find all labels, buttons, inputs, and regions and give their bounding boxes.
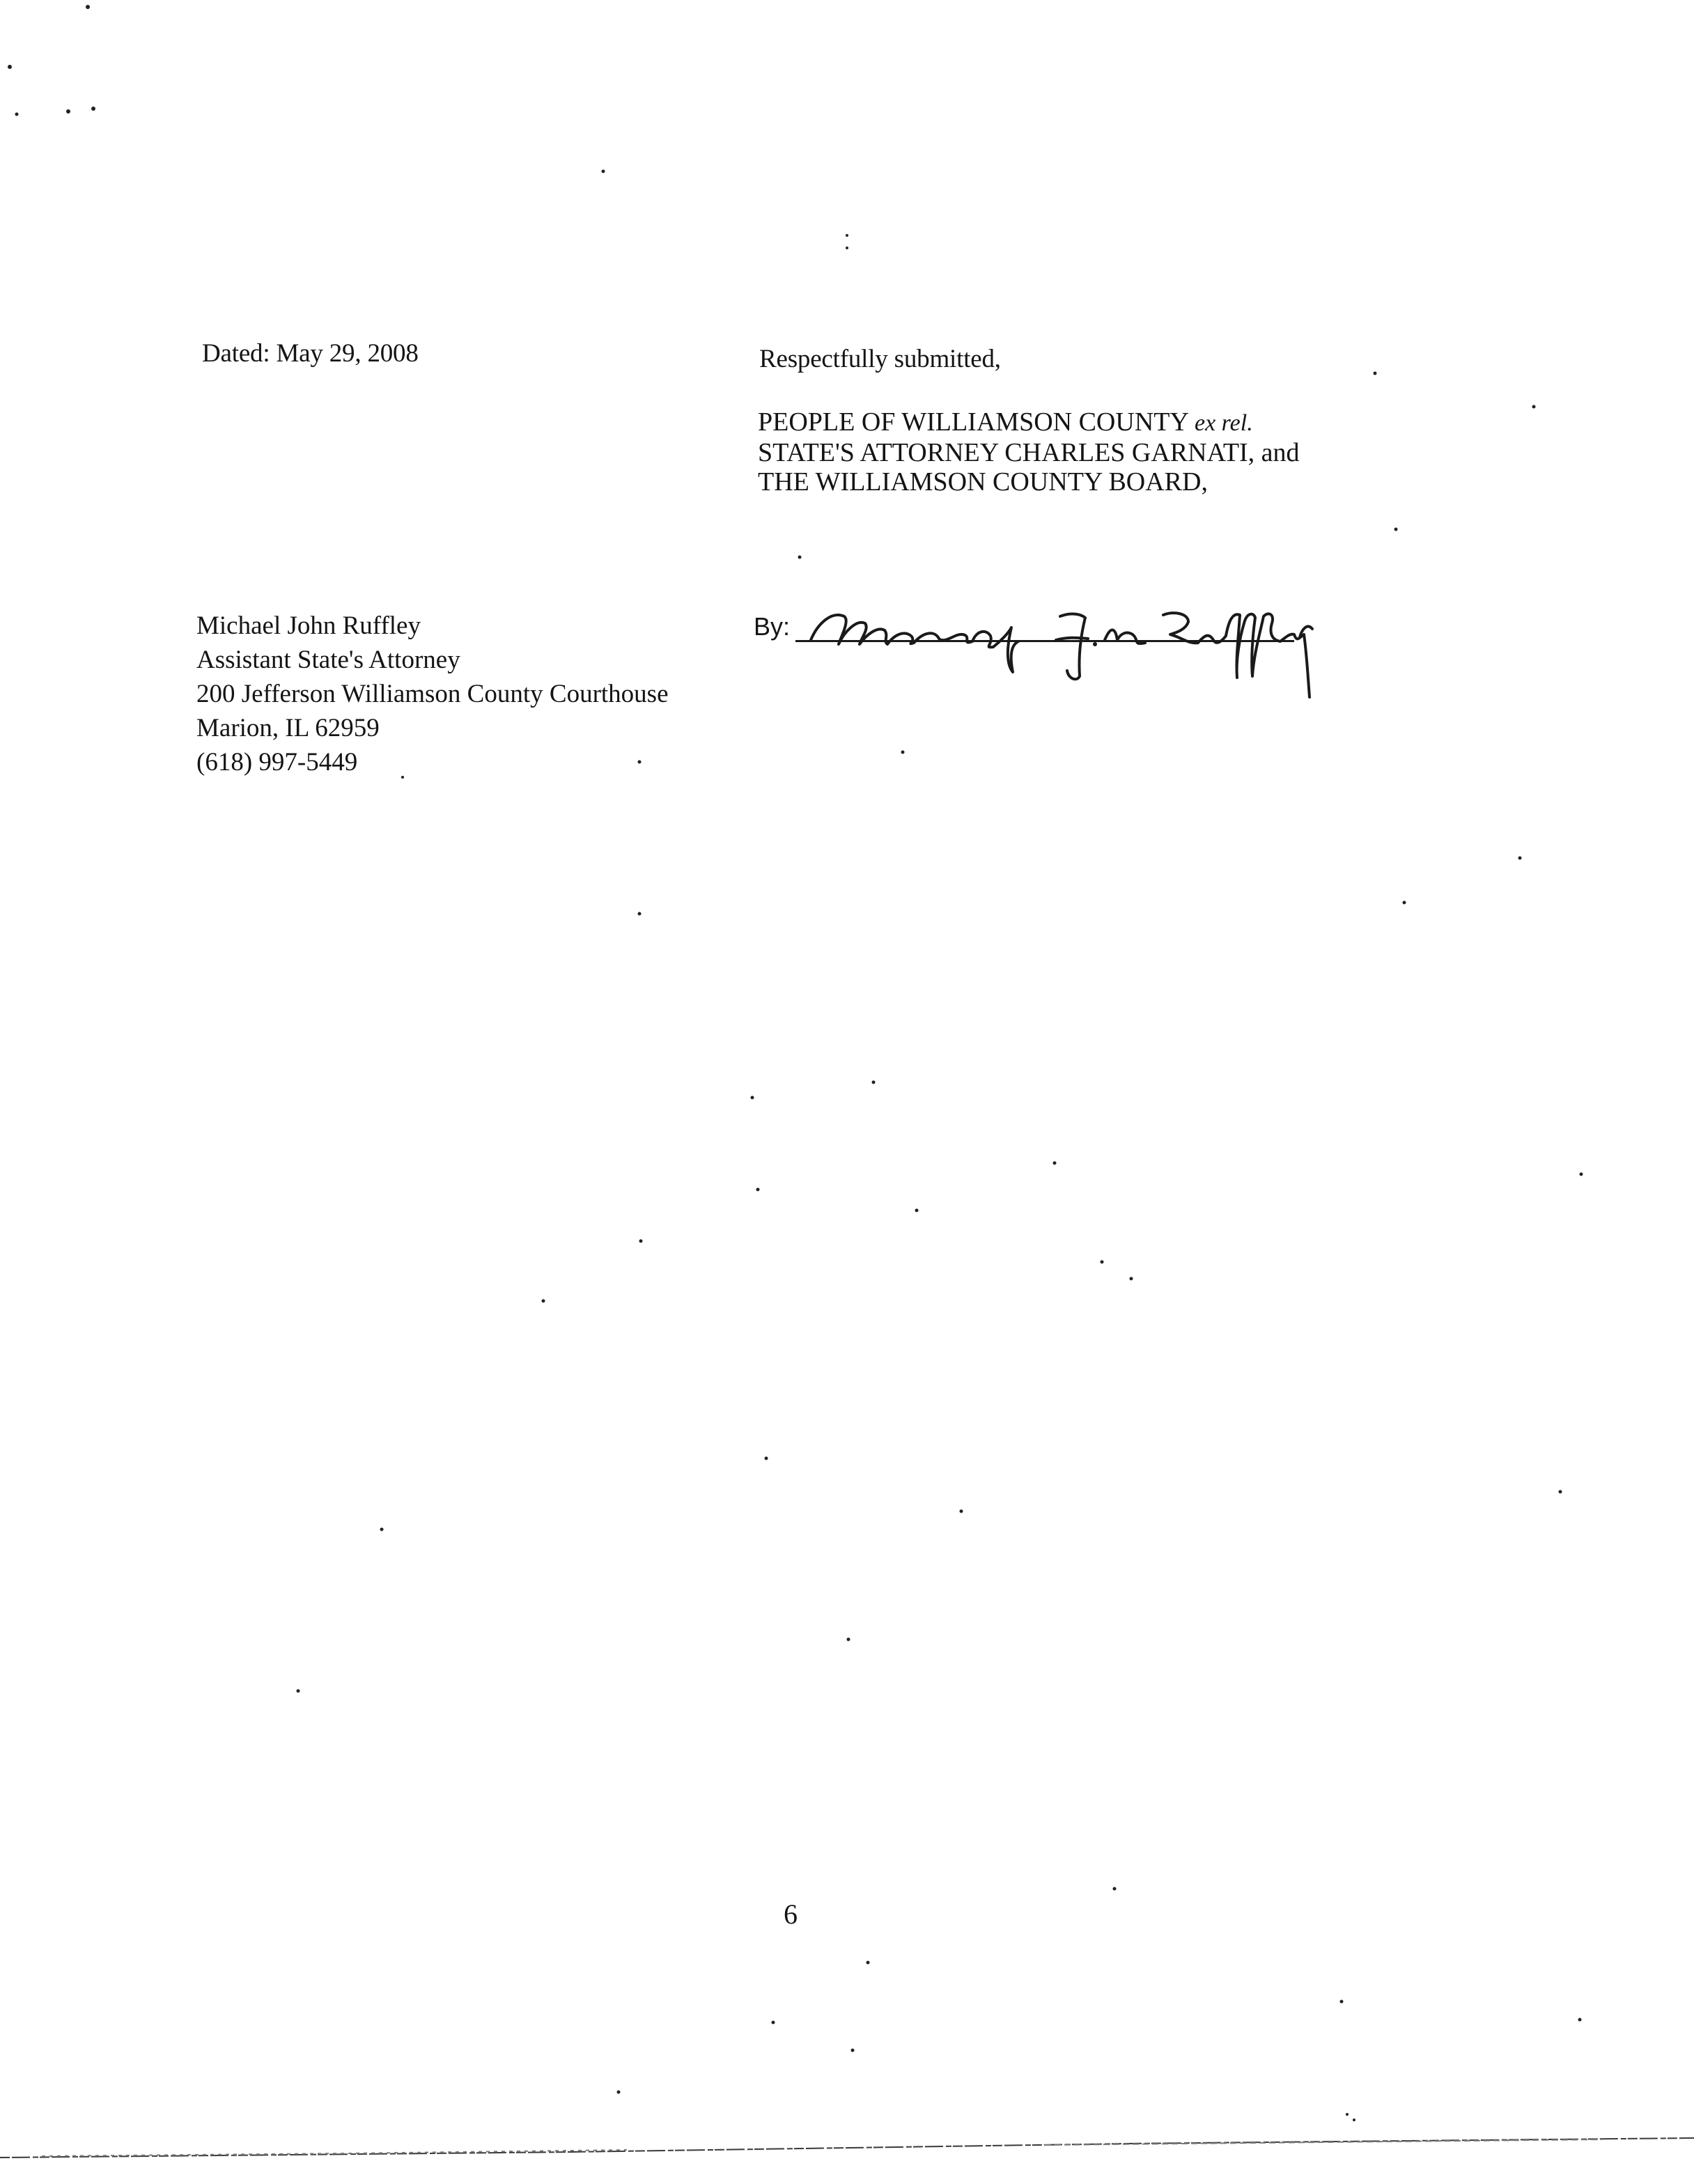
attorney-title: Assistant State's Attorney [196,646,460,674]
party-ex-rel: ex rel. [1195,410,1253,436]
party-line-3: THE WILLIAMSON COUNTY BOARD, [758,467,1208,497]
handwritten-signature [801,595,1316,700]
party-line-2: STATE'S ATTORNEY CHARLES GARNATI, and [758,438,1300,467]
attorney-city: Marion, IL 62959 [196,714,380,742]
by-label: By: [754,612,791,641]
dated-line: Dated: May 29, 2008 [202,339,419,368]
page-number: 6 [784,1898,798,1930]
party-block [758,407,1300,497]
scan-bottom-edge [0,2117,1694,2159]
attorney-block [196,609,669,779]
respectfully-submitted: Respectfully submitted, [759,345,1001,373]
party-line-1 [758,407,1300,438]
attorney-name: Michael John Ruffley [196,611,421,640]
attorney-address: 200 Jefferson Williamson County Courthouse [196,680,669,708]
attorney-phone: (618) 997-5449 [196,748,358,777]
party-name: PEOPLE OF WILLIAMSON COUNTY [758,407,1195,437]
